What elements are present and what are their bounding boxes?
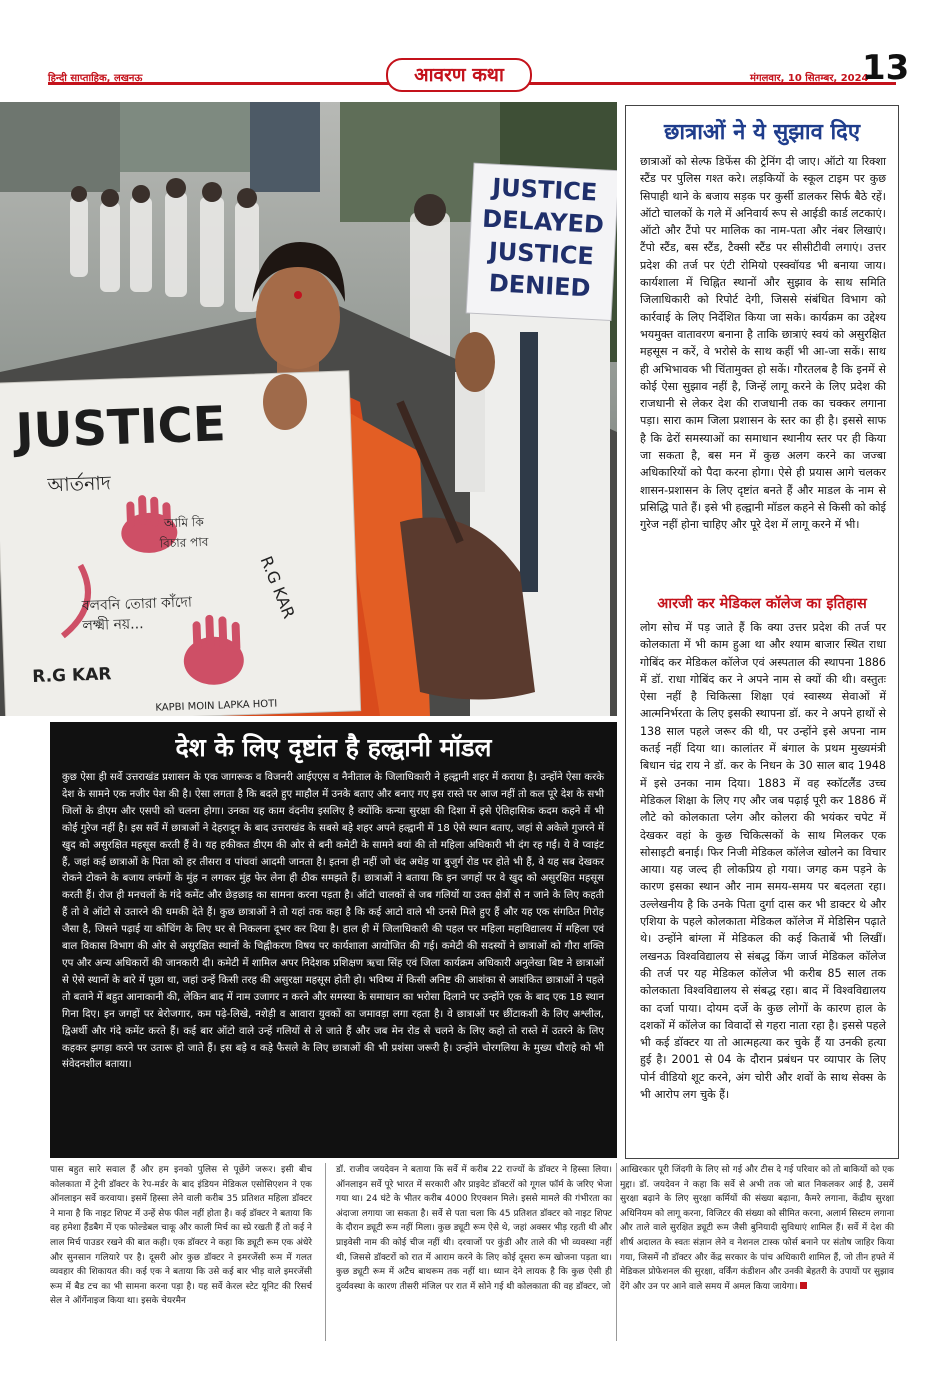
sign-handwriting-4: বলবনি তোরা কাঁদো (81, 594, 193, 615)
sign-right-line-3: JUSTICE (488, 237, 595, 271)
sign-handwriting-3: বিচার পাব (159, 534, 209, 551)
sign-handwriting-bottom: KAPBI MOIN LAPKA HOTI (155, 698, 278, 714)
publication-name: हिन्दी साप्ताहिक, लखनऊ (48, 73, 143, 84)
sidebar-paragraph-2: लोग सोच में पड़ जाते हैं कि क्या उत्तर प्रदेश की तर्ज पर कोलकाता में भी काम हुआ था और श्याम बाजार स्थित राधा गोबिंद कर मेडिकल कॉलेज एवं अस्पताल की स्थापना 1886 में डॉ. राधा गोबिंद कर ने अपने नाम से क्यों की थी। वस्तुतः ऐसा नहीं है चिकित्सा शिक्षा एवं स्वास्थ्य सेवाओं में आत्मनिर्भरता के लिए इसकी स्थापना डॉ. कर ने अपने हाथों से 138 साल पहले जरूर की थी, पर उन्होंने इसे अपना नाम कतई नहीं दिया था। कालांतर में बंगाल के प्रथम मुख्यमंत्री बिधान चंद्र राय ने डॉ. कर के निधन के 30 साल बाद 1948 में इसे उनका नाम दिया। 1883 में वह स्कॉटलैंड उच्च मेडिकल शिक्षा के लिए गए और जब पढ़ाई पूरी कर 1886 में लौटे को कोलकाता प्लेग और कोलरा की भयंकर चपेट में देखकर वहां के कुछ चिकित्सकों के साथ मिलकर एक सोसाइटी बनाई। फिर निजी मेडिकल कॉलेज खोलने का विचार आया। यह जल्द ही लोकप्रिय हो गया। जगह कम पड़ने के कारण इसका स्थान और नाम समय-समय पर बदलता रहा। उल्लेखनीय है कि उनके पिता दुर्गा दास कर भी डाक्टर थे और एशिया के पहले कोलकाता मेडिकल कॉलेज में मेडिसिन पढ़ाते थे। उन्होंने बांग्ला में मेडिकल की कई किताबें भी लिखीं। लखनऊ विश्वविद्यालय से संबद्ध किंग जार्ज मेडिकल कॉलेज की तर्ज पर यह मेडिकल कॉलेज भी करीब 85 साल तक कोलकाता विश्वविद्यालय से संबद्ध रहा। बाद में विश्वविद्यालय का दर्जा पाया। दोयम दर्जे के कुछ लोगों के कारण हाल के दशकों में कॉलेज का विवादों से गहरा नाता रहा है। इससे पहले भी कई डॉक्टर या तो आत्महत्या कर चुके हैं या उनकी हत्या हुई है। 2001 से 04 के दौरान प्रबंधन पर व्यापार के लिए पोर्न वीडियो शूट करने, अंग चोरी और शवों के साथ सेक्स के भी आरोप लग चुके हैं। (640, 621, 886, 1102)
sign-right-line-2: DELAYED (481, 204, 605, 239)
sign-justice-word: JUSTICE (14, 396, 227, 460)
column-divider (616, 1163, 617, 1341)
sidebar-title: छात्राओं ने ये सुझाव दिए (663, 120, 861, 145)
sign-right-line-4: DENIED (488, 269, 592, 303)
protest-photo (0, 102, 617, 716)
sign-rg-kar: R.G KAR (31, 664, 112, 688)
page-number: 13 (862, 48, 910, 88)
sign-right-line-1: JUSTICE (491, 173, 598, 207)
end-mark (800, 1282, 807, 1289)
bottom-column-2: डॉ. राजीव जयदेवन ने बताया कि सर्वे में करीब 22 राज्यों के डॉक्टर ने हिस्सा लिया। ऑनलाइन सर्वे पूरे भारत में सरकारी और प्राइवेट डॉक्टरों को गूगल फॉर्म के जरिए भेजा गया था। 24 घंटे के भीतर करीब 4000 रिएक्शन मिले। इससे मामले की गंभीरता का अंदाजा लगाया जा सकता है। सर्वे से पता चला कि 45 प्रतिशत डॉक्टर को नाइट शिफ्ट के दौरान ड्यूटी रूम नहीं मिला। कुछ ड्यूटी रूम ऐसे थे, जहां अक्सर भीड़ रहती थी और प्राइवेसी नाम की कोई चीज नहीं थी। दरवाजों पर कुंडी और ताले की भी व्यवस्था नहीं थी, जिससे डॉक्टरों को रात में आराम करने के लिए कोई दूसरा रूम खोजना पड़ता था। कुछ ड्यूटी रूम में अटैच बाथरूम तक नहीं था। ध्यान देने लायक है कि कुछ ऐसी ही दुर्व्यवस्था के कारण तीसरी मंजिल पर रात में सोने गई थी कोलकाता की वह डॉक्टर, जो (336, 1165, 612, 1292)
sidebar-paragraph-1: छात्राओं को सेल्फ डिफेंस की ट्रेनिंग दी जाए। ऑटो या रिक्शा स्टैंड पर पुलिस गश्त करे। लड़कियों के स्कूल टाइम पर कुछ सिपाही थाने के बजाय सड़क पर कुर्सी डालकर सिर्फ बैठे रहें। ऑटो चालकों के गले में अनिवार्य रूप से आईडी कार्ड लटकाएं। ऑटो और टैंपो पर मालिक का नाम-पता और नंबर लिखाएं। टैंपो स्टैंड, बस स्टैंड, टैक्सी स्टैंड पर सीसीटीवी लगाएं। उत्तर प्रदेश की तर्ज पर एंटी रोमियो एस्क्वॉयड भी बनाया जाय। कार्यशाला में चिह्नित स्थानों और सुझाव के साथ समिति जिलाधिकारी को रिपोर्ट देगी, जिससे संबंधित विभाग को कार्रवाई के लिए निर्देशित किया जा सके। कार्यक्रम का उद्देश्य भयमुक्त वातावरण बनाना है ताकि छात्राएं स्वयं को असुरक्षित महसूस न करें, वे भरोसे के साथ कहीं भी आ-जा सकें। साथ ही अभिभावक भी चिंतामुक्त हो सकें। गौरतलब है कि इनमें से कोई ऐसा सुझाव नहीं है, जिन्हें लागू करने के लिए प्रदेश की राजधानी से लेकर देश की राजधानी तक का चक्कर लगाना पड़ा। सारा काम जिला प्रशासन के स्तर का ही है। इससे साफ है कि ढेरों समस्याओं का समाधान स्थानीय स्तर पर ही किया जा सकता है, बस मन में कुछ अलग करने का जज्बा अधिकारियों को पैदा करना होगा। ऐसे ही प्रयास आगे चलकर शासन-प्रशासन के लिए दृष्टांत बनते हैं और माडल के नाम से प्रसिद्धि पाते हैं। इसे भी हल्द्वानी मॉडल कहने से किसी को कोई गुरेज नहीं होना चाहिए और पूरे देश में लागू करने में भी। (640, 155, 887, 532)
boxed-story (50, 722, 617, 1158)
issue-date: मंगलवार, 10 सितम्बर, 2024 (750, 73, 869, 84)
bottom-column-3 (620, 1163, 894, 1294)
sign-handwriting-1: আর্তনাদ (47, 472, 112, 497)
sign-handwriting-2: আমি কি (163, 514, 204, 531)
bottom-column-1: पास बहुत सारे सवाल हैं और हम इनको पुलिस से पूछेंगे जरूर। इसी बीच कोलकाता में ट्रेनी डॉक्टर के रेप-मर्डर के बाद इंडियन मेडिकल एसोसिएशन ने एक ऑनलाइन सर्वे करवाया। इसमें हिस्सा लेने वाली करीब 35 प्रतिशत महिला डॉक्टर ने माना है कि नाइट शिफ्ट में उन्हें सेफ फील नहीं होता है। कई डॉक्टर ने बताया कि वह हमेशा हैंडबैग में एक फोल्डेबल चाकू और काली मिर्च का स्प्रे रखती हैं तो कई ने लाल मिर्च पाउडर रखने की बात कही। एक डॉक्टर ने कहा कि ड्यूटी रूम एक अंधेरे और सुनसान गलियारे पर है। दूसरी ओर कुछ डॉक्टर ने इमरजेंसी रूम में गलत व्यवहार की शिकायत की। कई एक ने बताया कि उसे कई बार भीड़ वाले इमरजेंसी रूम में बैड टच का भी सामना करना पड़ा है। यह सर्वे केरल स्टेट यूनिट की रिसर्च सेल ने ऑर्गेनाइज किया था। इसके चेयरमैन (50, 1165, 312, 1307)
boxed-story-text: कुछ ऐसा ही सर्वे उत्तराखंड प्रशासन के एक जागरूक व विजनरी आईएएस व नैनीताल के जिलाधिकारी ने हल्द्वानी शहर में कराया है। उन्होंने ऐसा करके देश के सामने एक नजीर पेश की है। ऐसा लगता है कि बदले हुए माहौल में उनके बताए और बनाए गए इस रास्ते पर आज नहीं तो कल पूरे देश के सभी जिलों के डीएम और एसपी को चलना होगा। उनका यह काम वंदनीय इसलिए है क्योंकि कन्या सुरक्षा की दिशा में इसे ऐतिहासिक कदम कहने में भी कोई गुरेज नहीं है। इस सर्वे में छात्राओं ने देहरादून के बाद उत्तराखंड के सबसे बड़े शहर अपने हल्द्वानी में 18 ऐसे स्थान बताए, जहां से अकेले गुजरने में खुद को असुरक्षित महसूस करती हैं वे। यह हकीकत डीएम की ओर से बनी कमेटी के सामने बयां की तो महिला अधिकारी भी दंग रह गईं। ये वे प्वाइंट हैं, जहां कई छात्राओं के पिता को हर तीसरा व पांचवां आदमी जानता है। इतना ही नहीं जो चंद अधेड़ या बुजुर्ग रोड पर होते भी हैं, वे यह सब देखकर रोकने टोकने के बजाय लफंगों के मुंह न लगकर मुंह फेर लेना ही ठीक समझते हैं। छात्राओं ने बताया कि इन जगहों पर वे खुद को असुरक्षित महसूस करती हैं। रोज ही मनचलों के गंदे कमेंट और छेड़छाड़ का सामना करना पड़ता है। ऑटो चालकों से जब गलियों या उक्त क्षेत्रों से न जाने के लिए कहती हैं तो वे ऑटो से उतारने की धमकी देते हैं। कुछ छात्राओं ने तो यहां तक कहा है कि कई आटो वाले भी उनसे मिले हुए हैं और यह एक संगठित गिरोह जैसा है, जिसने पढ़ाई या कोचिंग के लिए घर से निकलना दूभर कर दिया है। हाल ही में जिलाधिकारी की पहल पर महिला महाविद्यालय में महिला एवं बाल विकास विभाग की ओर से असुरक्षित स्थानों के चिह्नीकरण विषय पर कार्यशाला आयोजित की गई। कमेटी की सदस्यों ने छात्राओं को गौरा शक्ति एप और अन्य अधिकारों की जानकारी दी। कमेटी में शामिल अपर निदेशक प्रशिक्षण ऋचा सिंह एवं जिला कार्यक्रम अधिकारी अनुलेखा बिष्ट ने छात्राओं से ऐसे स्थानों के बारे में पूछा था, जहां उन्हें किसी तरह की असुरक्षा महसूस होती हो। भविष्य में किसी अनिष्ट की आशंका से आशंकित छात्राओं ने पहले तो बताने में बहुत आनाकानी की, लेकिन बाद में नाम उजागर न करने और समस्या के समाधान का भरोसा दिलाने पर उन्होंने एक के बाद एक 18 स्थान गिना दिए। इन जगहों पर बेरोजगार, कम पढ़े-लिखे, नशेड़ी व आवारा युवकों का जमावड़ा लगा रहता है। वे छात्राओं पर छींटाकशी के लिए अश्लील, द्विअर्थी और गंदे कमेंट करते हैं। कई बार ऑटो वाले उन्हें गलियों से ले जाते हैं और जब मेन रोड से चलने के लिए कहो तो रास्ते में उतरने के लिए कहकर झगड़ा करने पर उतारू हो जाते हैं। इस बड़े व कड़े फैसले के लिए छात्राओं की भी प्रशंसा जरूरी है। उन्होंने चोरगलिया के मुख्य चौराहे को भी संवेदनशील बताया। (62, 772, 604, 1071)
boxed-story-title: देश के लिए दृष्टांत है हल्द्वानी मॉडल (175, 733, 492, 762)
bottom-column-3-text: आखिरकार पूरी जिंदगी के लिए सो गई और टीस दे गई परिवार को तो बाकियों को एक मुद्दा। डॉ. जयदेवन ने कहा कि सर्वे से अभी तक जो बात निकलकर आई है, उसमें सुरक्षा बढ़ाने के लिए सुरक्षा कर्मियों की संख्या बढ़ाना, कैमरे लगाना, केंद्रीय सुरक्षा अधिनियम को लागू करना, विजिटर की संख्या को सीमित करना, अलार्म सिस्टम लगाना और ताले वाले सुरक्षित ड्यूटी रूम जैसी बुनियादी सुविधाएं शामिल हैं। सर्वे में देश की शीर्ष अदालत के स्वतः संज्ञान लेने व नेशनल टास्क फोर्स बनाने पर संतोष जाहिर किया गया, जिसमें नौ डॉक्टर और केंद्र सरकार के पांच अधिकारी शामिल हैं, जो तीन हफ्ते में मेडिकल प्रोफेशनल की सुरक्षा, वर्किंग कंडीशन और उनकी बेहतरी के उपायों पर सुझाव देंगे और उन पर आने वाले समय में अमल किया जायेगा। (620, 1165, 894, 1292)
column-divider (325, 1163, 326, 1341)
sidebar-subtitle: आरजी कर मेडिकल कॉलेज का इतिहास (657, 596, 867, 612)
sign-handwriting-5: লক্ষ্মী নয়... (82, 616, 144, 635)
suggestions-sidebar (625, 105, 899, 1159)
sign-handwriting-6: R.G KAR (256, 553, 299, 622)
section-label: आवरण कथा (386, 58, 532, 92)
